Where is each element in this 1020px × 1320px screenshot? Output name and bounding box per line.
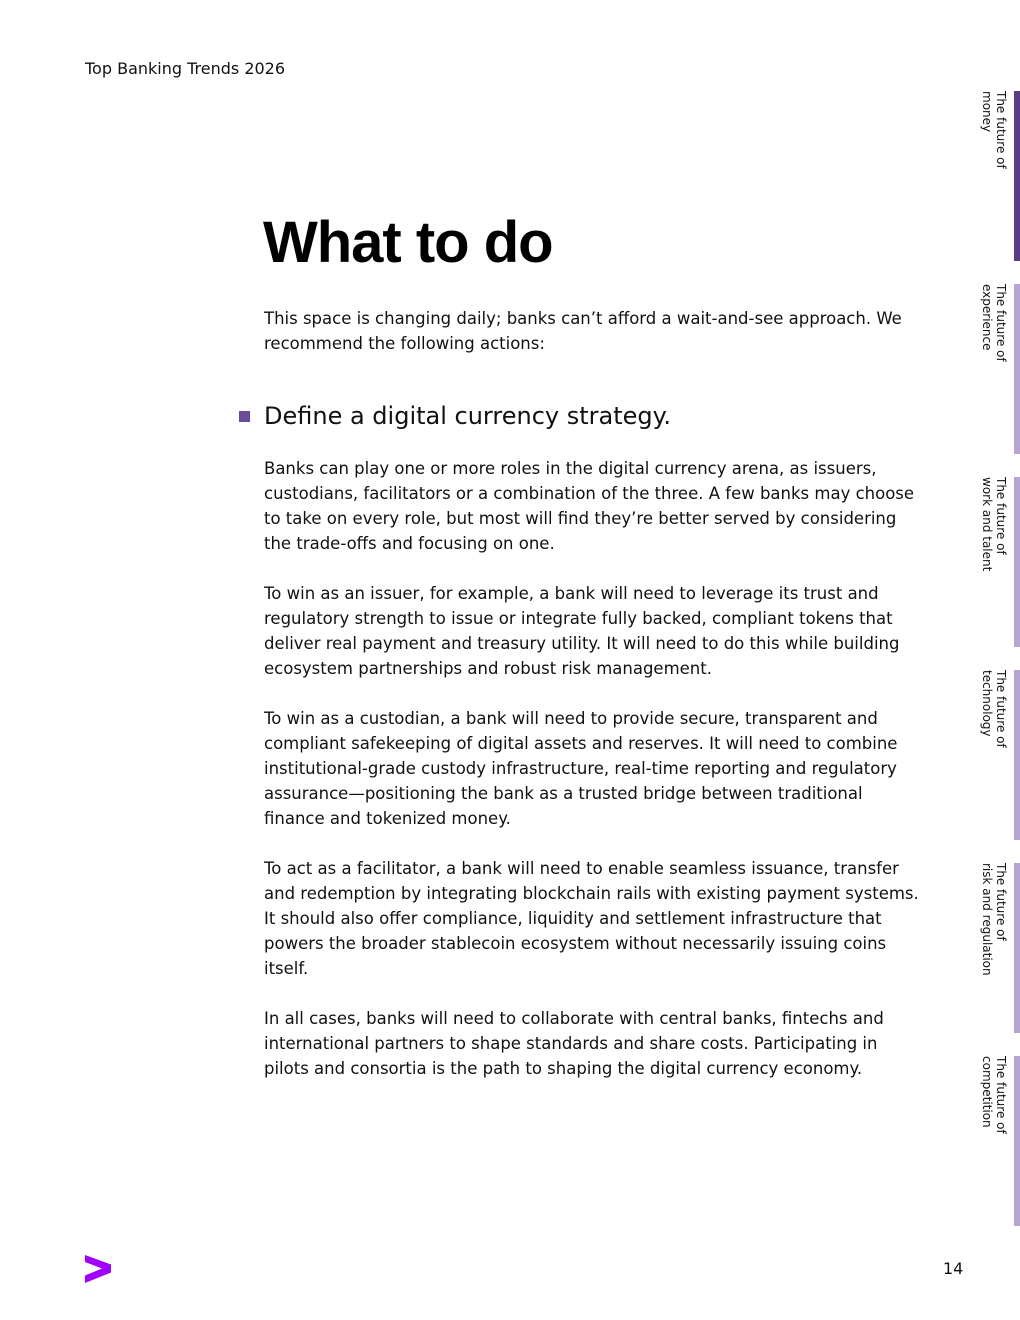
sidenav-bar-experience — [1014, 284, 1020, 454]
sidenav-bar-technology — [1014, 670, 1020, 840]
body-paragraph-custodian: To win as a custodian, a bank will need to provide secure, transparent and compliant safekeeping of digital assets and reserves. It will need to combine institutional-grade custody infrastructure, real-time reporting and regulatory assurance—positioning the bank as a trusted bridge between traditional finance and tokenized money. — [264, 709, 898, 828]
body-paragraph-roles: Banks can play one or more roles in the digital currency arena, as issuers, custodians, facilitators or a combination of the three. A few banks may choose to take on every role, but most will find they’re better served by considering the trade-offs and focusing on one. — [264, 459, 915, 553]
body-paragraph-facilitator: To act as a facilitator, a bank will need to enable seamless issuance, transfer and redemption by integrating blockchain rails with existing payment systems. It should also offer compliance, liquidity and settlement infrastructure that powers the broader stablecoin ecosystem without necessarily issuing coins itself. — [264, 859, 919, 978]
document-header-title: Top Banking Trends 2026 — [85, 59, 286, 78]
body-paragraph-collaboration: In all cases, banks will need to collaborate with central banks, fintechs and international partners to shape standards and share costs. Participating in pilots and consortia is the path to shaping the digital currency economy. — [264, 1009, 884, 1078]
bullet-row — [239, 400, 671, 432]
sidenav-tab-work-and-talent[interactable] — [976, 477, 1020, 647]
sidenav-label-risk-and-regulation: The future of risk and regulation — [980, 863, 1008, 976]
sidenav-tab-experience[interactable] — [976, 284, 1020, 454]
body-paragraphs — [264, 456, 924, 1106]
body-paragraph-issuer: To win as an issuer, for example, a bank will need to leverage its trust and regulatory strength to issue or integrate fully backed, compliant tokens that deliver real payment and treasury utility. It will need to do this while building ecosystem partnerships and robust risk management. — [264, 584, 900, 678]
sidenav-label-work-and-talent: The future of work and talent — [980, 477, 1008, 572]
sidenav-tab-money[interactable] — [976, 91, 1020, 261]
sidenav-label-competition: The future of competition — [980, 1056, 1008, 1134]
sidenav-label-technology: The future of technology — [980, 670, 1008, 748]
sidenav-tab-risk-and-regulation[interactable] — [976, 863, 1020, 1033]
page-title: What to do — [263, 210, 553, 275]
bullet-square-icon — [239, 411, 250, 422]
sidenav-bar-work-and-talent — [1014, 477, 1020, 647]
sidenav-label-money: The future of money — [980, 91, 1008, 169]
page-number: 14 — [943, 1259, 964, 1278]
sidenav-label-experience: The future of experience — [980, 284, 1008, 362]
bullet-heading: Define a digital currency strategy. — [264, 402, 672, 430]
sidenav-tab-technology[interactable] — [976, 670, 1020, 840]
sidenav-bar-risk-and-regulation — [1014, 863, 1020, 1033]
sidenav-tab-competition[interactable] — [976, 1056, 1020, 1226]
intro-paragraph: This space is changing daily; banks can’t afford a wait-and-see approach. We recommend the following actions: — [264, 309, 902, 353]
accenture-logo-icon — [85, 1255, 111, 1283]
sidenav-bar-money — [1014, 91, 1020, 261]
sidenav-bar-competition — [1014, 1056, 1020, 1226]
